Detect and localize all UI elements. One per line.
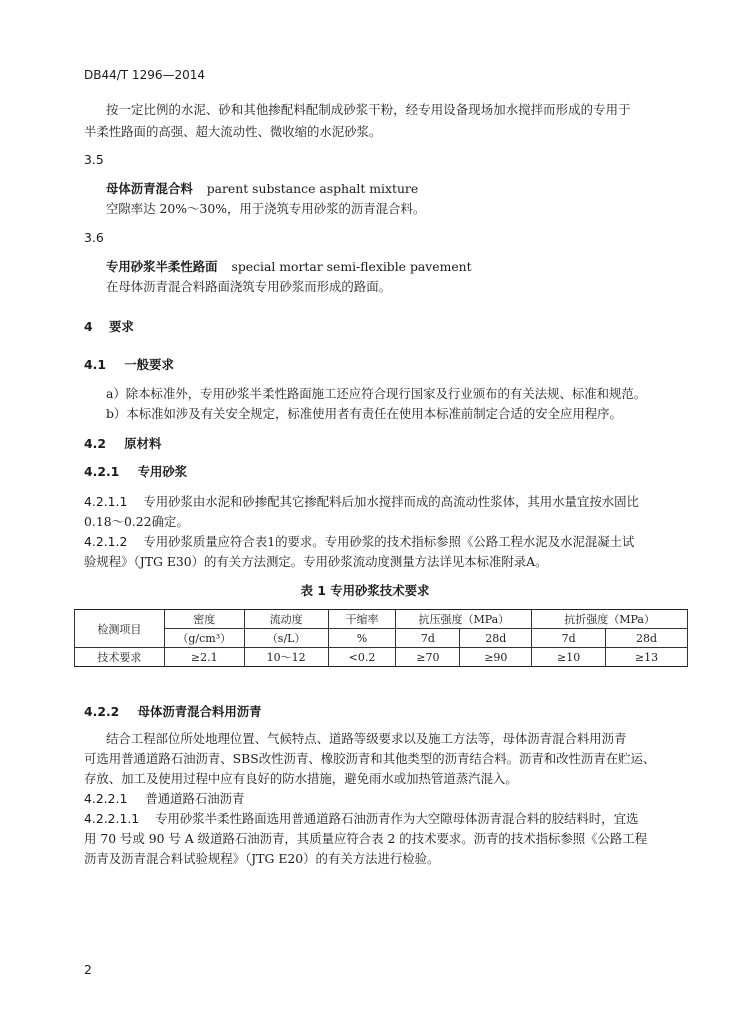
paragraph-line: 验规程》（JTG E30）的有关方法测定。专用砂浆流动度测量方法详见本标准附录A。 [84,554,548,569]
table-cell-flexural-28d: ≥13 [606,648,688,667]
page-number: 2 [84,962,92,977]
table-caption: 表 1 专用砂浆技术要求 [300,583,430,598]
clause-number: 3.5 [84,152,104,167]
section-heading [84,436,161,452]
table-cell-compressive-28d: ≥90 [460,648,532,667]
paragraph-line: 0.18～0.22确定。 [84,514,189,529]
subsection-number: 4.2.1 [84,464,120,479]
term-definition: 空隙率达 20%～30%，用于浇筑专用砂浆的沥青混合料。 [106,201,426,216]
clause-paragraph [84,811,638,827]
table-cell-flexural-7d: ≥10 [532,648,606,667]
paragraph-line: 专用砂浆质量应符合表1的要求。专用砂浆的技术指标参照《公路工程水泥及水泥混凝土试 [143,534,635,549]
term-chinese: 专用砂浆半柔性路面 [106,259,218,274]
list-item: b）本标准如涉及有关安全规定，标准使用者有责任在使用本标准前制定合适的安全应用程序。 [106,406,622,421]
clause-number: 4.2.2.1.1 [84,811,140,826]
paragraph-line: 存放、加工及使用过程中应有良好的防水措施，避免雨水或加热管道蒸汽混入。 [84,771,518,786]
paragraph-line: 按一定比例的水泥、砂和其他掺配料配制成砂浆干粉，经专用设备现场加水搅拌而形成的专用于 [106,102,631,117]
column-sub-flexural-7d: 7d [532,629,606,648]
subsection-title: 母体沥青混合料用沥青 [137,704,262,719]
subsubsection-title: 普通道路石油沥青 [145,791,245,806]
clause-number: 4.2.1.1 [84,494,128,509]
term-english: parent substance asphalt mixture [206,181,419,196]
chapter-heading [84,319,134,335]
chapter-number: 4 [84,319,93,334]
subsubsection-heading [84,791,244,807]
clause-number: 3.6 [84,230,104,245]
column-unit-density: （g/cm³） [164,629,244,648]
table-cell-shrinkage: <0.2 [328,648,396,667]
column-unit-shrinkage: % [328,629,396,648]
spec-table [74,609,688,667]
table-cell-compressive-7d: ≥70 [396,648,460,667]
subsubsection-number: 4.2.2.1 [84,791,128,806]
column-header-shrinkage: 干缩率 [328,610,396,629]
column-sub-compressive-28d: 28d [460,629,532,648]
term-chinese: 母体沥青混合料 [106,181,193,196]
clause-number: 4.2.1.2 [84,534,128,549]
table-cell-density: ≥2.1 [164,648,244,667]
section-title: 原材料 [124,436,162,451]
table-cell-fluidity: 10～12 [244,648,328,667]
subsection-title: 专用砂浆 [137,464,188,479]
clause-paragraph [84,494,639,510]
clause-paragraph [84,534,634,550]
term-english: special mortar semi-flexible pavement [231,259,472,274]
document-number: DB44/T 1296—2014 [84,68,206,82]
column-header-flexural: 抗折强度（MPa） [532,610,688,629]
section-number: 4.2 [84,436,106,451]
subsection-number: 4.2.2 [84,704,120,719]
table-row [75,648,688,667]
term-entry [106,181,418,197]
paragraph-line: 结合工程部位所处地理位置、气候特点、道路等级要求以及施工方法等，母体沥青混合料用沥青 [106,731,627,746]
column-sub-compressive-7d: 7d [396,629,460,648]
table-row-header-label: 检测项目 [75,610,165,648]
column-header-density: 密度 [164,610,244,629]
paragraph-line: 沥青及沥青混合料试验规程》（JTG E20）的有关方法进行检验。 [84,851,440,866]
paragraph-line: 用 70 号或 90 号 A 级道路石油沥青，其质量应符合表 2 的技术要求。沥青的技术指标参照《公路工程 [84,831,648,846]
term-definition: 在母体沥青混合料路面浇筑专用砂浆而形成的路面。 [106,279,391,294]
subsection-heading [84,704,262,720]
paragraph-line: 可选用普通道路石油沥青、SBS改性沥青、橡胶沥青和其他类型的沥青结合料。沥青和改性沥青在贮运、 [84,751,656,766]
column-header-fluidity: 流动度 [244,610,328,629]
section-number: 4.1 [84,357,106,372]
paragraph-line: 专用砂浆由水泥和砂掺配其它掺配料后加水搅拌而成的高流动性浆体，其用水量宜按水固比 [143,494,639,509]
paragraph-line: 半柔性路面的高强、超大流动性、微收缩的水泥砂浆。 [84,124,382,139]
column-unit-fluidity: （s/L） [244,629,328,648]
table-row-label: 技术要求 [75,648,165,667]
term-entry [106,259,472,275]
column-sub-flexural-28d: 28d [606,629,688,648]
paragraph-line: 专用砂浆半柔性路面选用普通道路石油沥青作为大空隙母体沥青混合料的胶结料时，宜选 [155,811,639,826]
section-title: 一般要求 [124,357,174,372]
column-header-compressive: 抗压强度（MPa） [396,610,532,629]
list-item: a）除本标准外，专用砂浆半柔性路面施工还应符合现行国家及行业颁布的有关法规、标准和规范。 [106,386,647,401]
chapter-title: 要求 [108,319,134,334]
section-heading [84,357,174,373]
subsection-heading [84,464,187,480]
